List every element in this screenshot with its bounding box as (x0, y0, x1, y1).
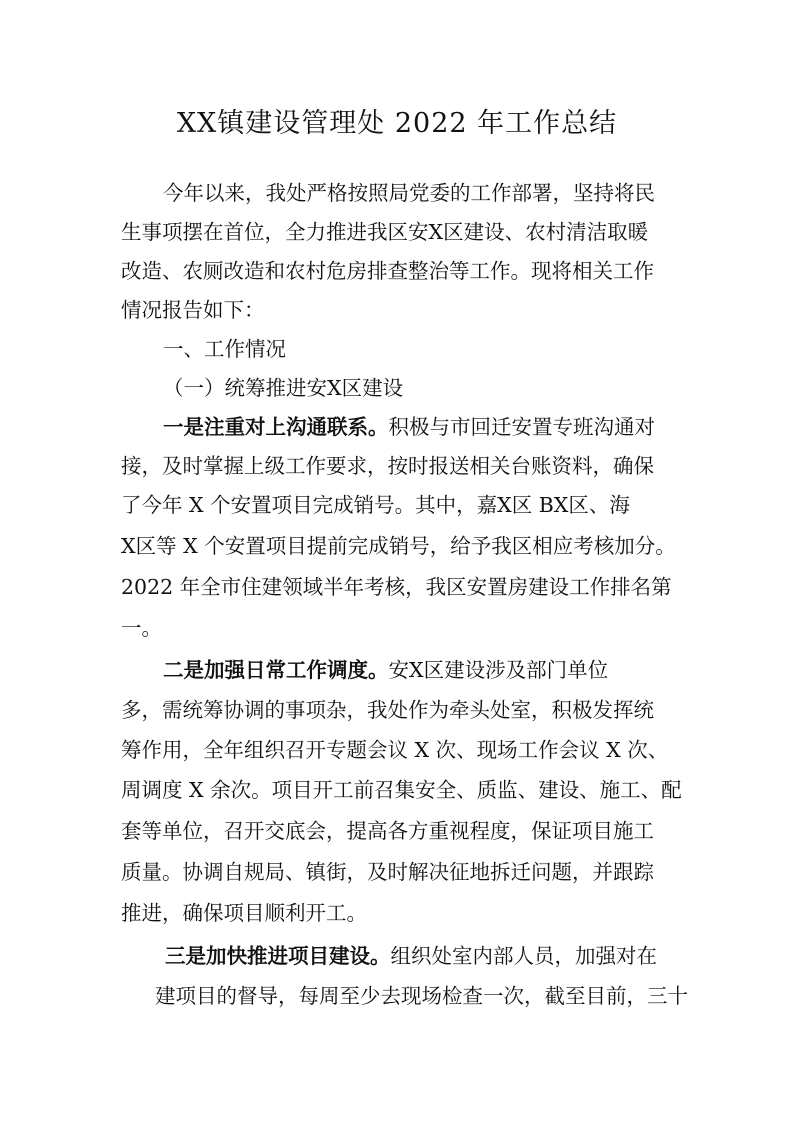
p2-line: 周调度 X 余次。项目开工前召集安全、质监、建设、施工、配 (121, 778, 682, 802)
intro-line-2: 生事项摆在首位，全力推进我区安X区建设、农村清洁取暖 (121, 220, 649, 244)
p2-first-line (163, 660, 608, 681)
p2-line: 多，需统筹协调的事项杂，我处作为牵头处室，积极发挥统 (121, 698, 654, 722)
p3-first-rest: 组织处室内部人员，加强对在 (390, 944, 657, 968)
p2-line: 推进，确保项目顺利开工。 (121, 901, 367, 925)
p1-first-rest: 积极与市回迁安置专班沟通对 (388, 415, 655, 439)
intro-line-4: 情况报告如下： (121, 298, 265, 322)
p3-first-line (165, 946, 657, 967)
p2-line: 质量。协调自规局、镇街，及时解决征地拆迁问题，并跟踪 (121, 860, 654, 884)
p2-lead: 二是加强日常工作调度。 (163, 658, 389, 682)
p1-first-line (163, 417, 655, 438)
p1-line: 了今年 X 个安置项目完成销号。其中，嘉X区 BX区、海 (121, 493, 630, 517)
p1-line: 2022 年全市住建领域半年考核，我区安置房建设工作排名第 (121, 575, 672, 599)
intro-line-1: 今年以来，我处严格按照局党委的工作部署，坚持将民 (163, 181, 655, 205)
intro-line-3: 改造、农厕改造和农村危房排查整治等工作。现将相关工作 (121, 259, 654, 283)
subsection-heading: （一）统筹推进安X区建设 (163, 376, 404, 400)
p2-line: 筹作用，全年组织召开专题会议 X 次、现场工作会议 X 次、 (121, 738, 669, 762)
p1-line: X区等 X 个安置项目提前完成销号，给予我区相应考核加分。 (121, 534, 676, 558)
section-heading: 一、工作情况 (163, 337, 286, 361)
p1-line: 一。 (121, 616, 162, 640)
p2-line: 套等单位，召开交底会，提高各方重视程度，保证项目施工 (121, 819, 654, 843)
p2-first-rest: 安X区建设涉及部门单位 (388, 658, 609, 682)
p1-line: 接，及时掌握上级工作要求，按时报送相关台账资料，确保 (121, 454, 654, 478)
p3-line: 建项目的督导，每周至少去现场检查一次，截至目前，三十 (155, 984, 688, 1008)
p3-lead: 三是加快推进项目建设。 (165, 944, 391, 968)
p1-lead: 一是注重对上沟通联系。 (163, 415, 389, 439)
document-title: XX镇建设管理处 2022 年工作总结 (176, 108, 618, 139)
